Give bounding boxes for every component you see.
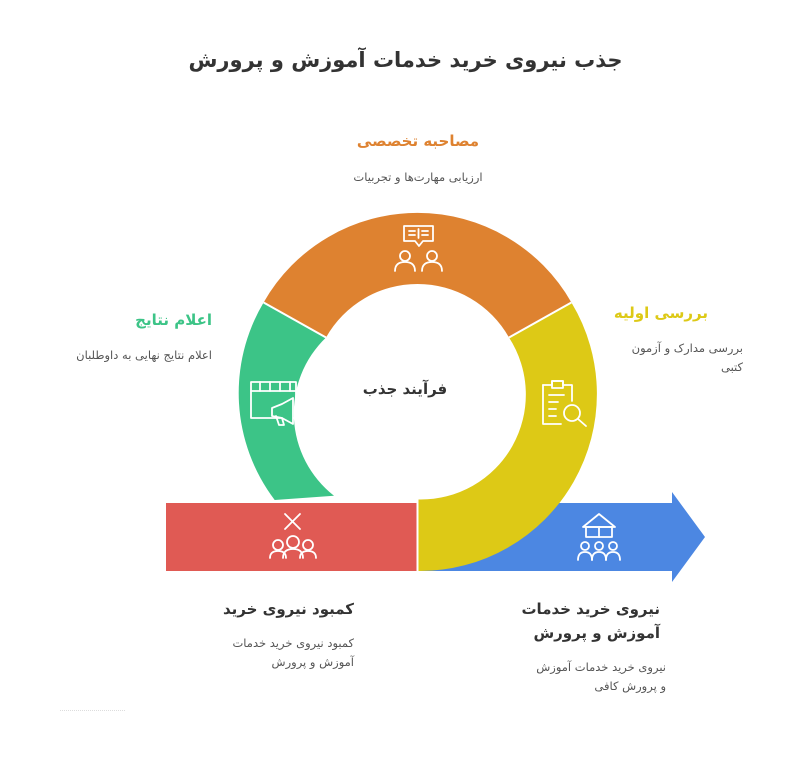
interview-desc: ارزیابی مهارت‌ها و تجربیات <box>353 170 483 184</box>
workforce-desc-line2: و پرورش کافی <box>594 679 666 693</box>
center-label: فرآیند جذب <box>362 380 448 398</box>
shortage-desc-line1: کمبود نیروی خرید خدمات <box>232 636 354 650</box>
page-title: جذب نیروی خرید خدمات آموزش و پرورش <box>188 48 623 72</box>
announce-desc: اعلام نتایج نهایی به داوطلبان <box>76 348 212 362</box>
workforce-title-line1: نیروی خرید خدمات <box>521 600 660 618</box>
announce-title: اعلام نتایج <box>135 311 212 329</box>
screening-title: بررسی اولیه <box>613 304 708 322</box>
workforce-desc-line1: نیروی خرید خدمات آموزش <box>536 660 666 674</box>
interview-segment <box>264 213 572 338</box>
workforce-title-line2: آموزش و پرورش <box>533 624 660 642</box>
interview-title: مصاحبه تخصصی <box>356 132 480 150</box>
watermark-dots <box>60 710 125 713</box>
shortage-desc-line2: آموزش و پرورش <box>271 655 354 669</box>
shortage-title: کمبود نیروی خرید <box>222 600 354 618</box>
screening-desc-line1: بررسی مدارک و آزمون <box>631 341 743 355</box>
screening-desc-line2: کتبی <box>720 360 743 374</box>
